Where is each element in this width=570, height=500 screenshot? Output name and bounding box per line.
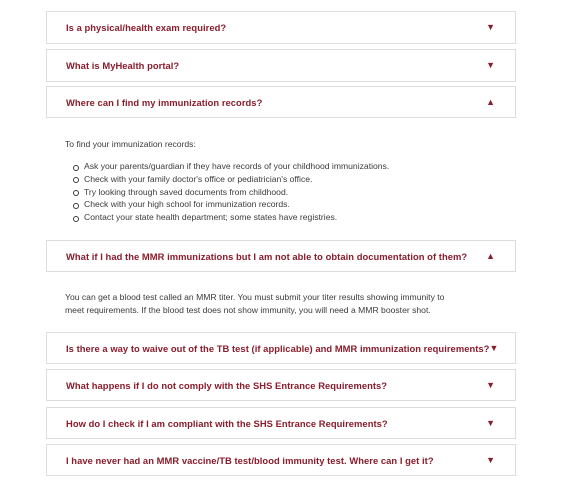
faq-item-check-compliance[interactable] (46, 407, 516, 439)
answer-intro: To find your immunization records: (65, 139, 196, 149)
faq-answer-immunization-records (65, 138, 505, 224)
faq-question: I have never had an MMR vaccine/TB test/blood immunity test. Where can I get it? (66, 454, 434, 466)
faq-question: What is MyHealth portal? (66, 60, 180, 71)
chevron-down-icon: ▼ (486, 379, 495, 390)
faq-item-immunization-records[interactable] (46, 86, 516, 118)
faq-item-myhealth-portal[interactable] (46, 49, 516, 82)
list-item: Try looking through saved documents from childhood. (65, 186, 505, 199)
faq-answer-mmr-documentation (65, 291, 510, 317)
chevron-down-icon: ▼ (486, 60, 495, 70)
answer-list (65, 160, 505, 224)
list-item: Check with your high school for immunization records. (65, 198, 505, 211)
faq-item-mmr-documentation[interactable] (46, 240, 516, 272)
chevron-up-icon: ▲ (486, 96, 495, 107)
faq-question: Is there a way to waive out of the TB test (if applicable) and MMR immunization requirements? (66, 342, 490, 354)
answer-text-line: You can get a blood test called an MMR titer. You must submit your titer results showing immunity to (65, 292, 445, 302)
chevron-down-icon: ▼ (486, 417, 495, 428)
faq-item-physical-exam[interactable] (46, 11, 516, 44)
answer-text-line: meet requirements. If the blood test does not show immunity, you will need a MMR booster shot. (65, 305, 431, 315)
list-item: Ask your parents/guardian if they have records of your childhood immunizations. (65, 160, 505, 173)
faq-question: What happens if I do not comply with the SHS Entrance Requirements? (66, 379, 388, 391)
list-item: Contact your state health department; some states have registries. (65, 211, 505, 224)
faq-question: How do I check if I am compliant with the SHS Entrance Requirements? (66, 417, 388, 429)
chevron-down-icon: ▼ (486, 22, 495, 32)
faq-question: Where can I find my immunization records? (66, 96, 263, 108)
chevron-down-icon: ▼ (489, 342, 499, 353)
list-item: Check with your family doctor's office or pediatrician's office. (65, 173, 505, 186)
faq-item-waive-tb-mmr[interactable] (46, 332, 516, 364)
chevron-down-icon: ▼ (486, 454, 495, 465)
faq-item-never-had-mmr[interactable] (46, 444, 516, 476)
faq-question: Is a physical/health exam required? (66, 22, 227, 33)
chevron-up-icon: ▲ (486, 250, 495, 261)
faq-item-not-comply[interactable] (46, 369, 516, 401)
faq-question: What if I had the MMR immunizations but I am not able to obtain documentation of them? (66, 250, 468, 262)
